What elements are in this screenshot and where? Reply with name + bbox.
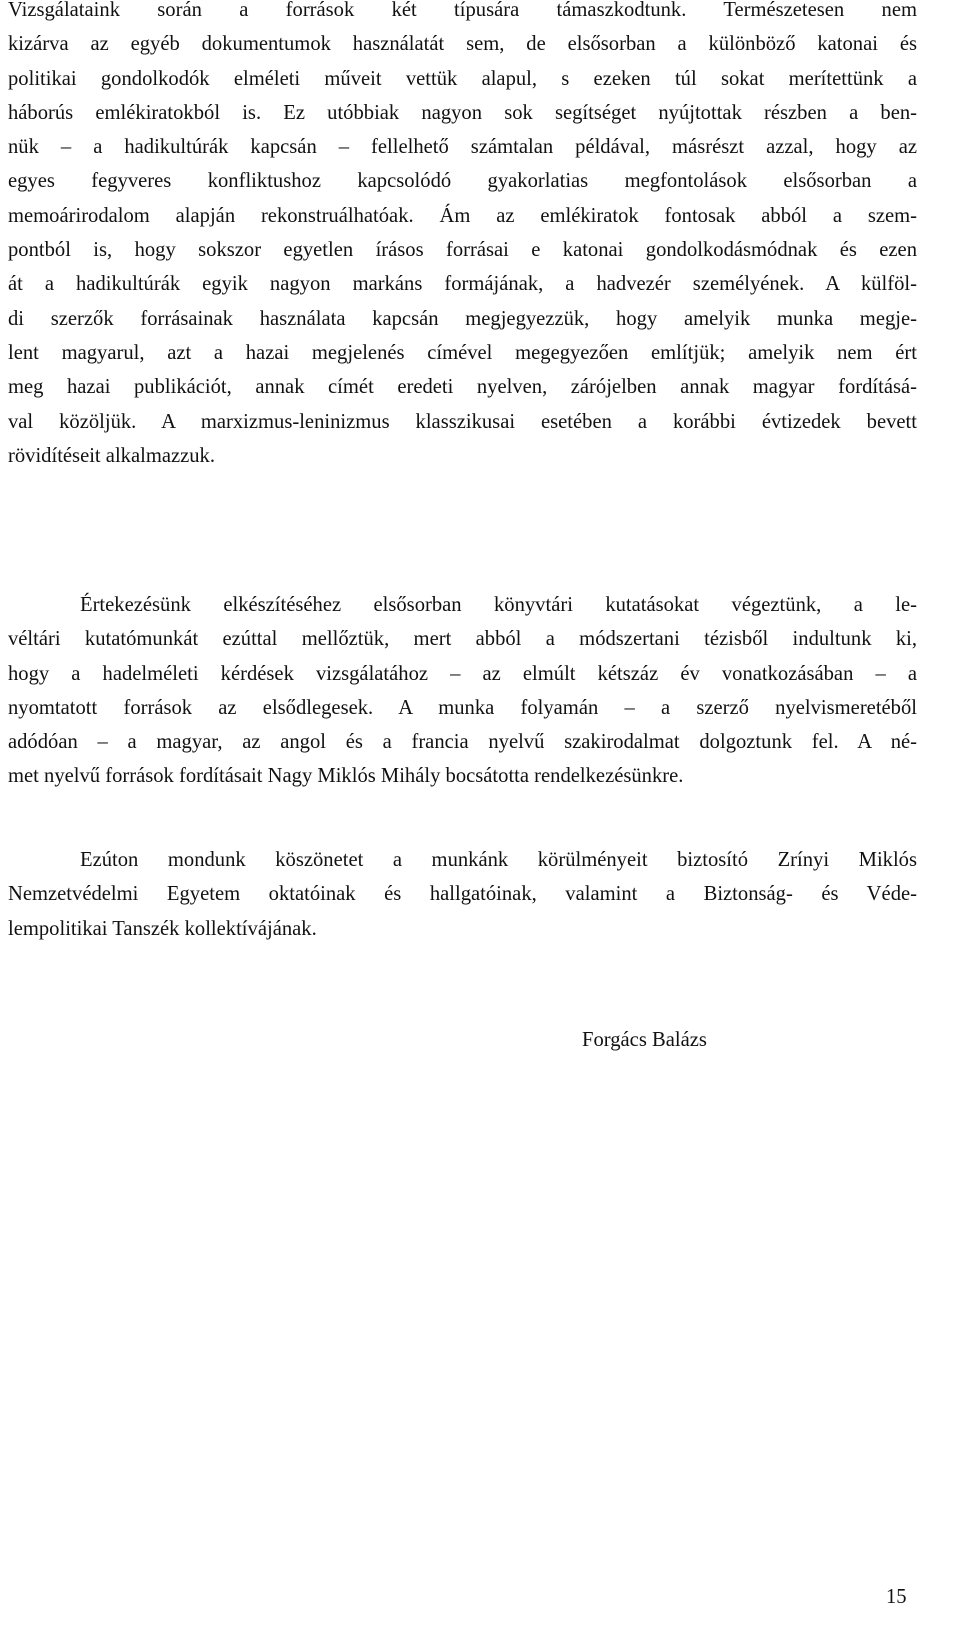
page-number: 15	[886, 1586, 907, 1608]
paragraph-methodology	[8, 588, 917, 794]
text-line: Vizsgálataink során a források két típusára támaszkodtunk. Természetesen nem	[8, 0, 917, 21]
text-line: Ezúton mondunk köszönetet a munkánk körülményeit biztosító Zrínyi Miklós	[80, 849, 917, 871]
text-line: di szerzők forrásainak használata kapcsán megjegyezzük, hogy amelyik munka megje-	[8, 307, 917, 330]
text-line: háborús emlékiratokból is. Ez utóbbiak nagyon sok segítséget nyújtottak részben a ben-	[8, 101, 917, 124]
text-line: hogy a hadelméleti kérdések vizsgálatához – az elmúlt kétszáz év vonatkozásában – a	[8, 662, 917, 685]
text-line: véltári kutatómunkát ezúttal mellőztük, mert abból a módszertani tézisből indultunk ki,	[8, 628, 917, 651]
text-line: adódóan – a magyar, az angol és a francia nyelvű szakirodalmat dolgoztunk fel. A né-	[8, 731, 917, 754]
paragraph-sources	[8, 0, 917, 473]
text-line: egyes fegyveres konfliktushoz kapcsolódó gyakorlatias megfontolások elsősorban a	[8, 170, 917, 193]
text-line: meg hazai publikációt, annak címét eredeti nyelven, zárójelben annak magyar fordításá-	[8, 376, 917, 399]
text-line: Értekezésünk elkészítéséhez elsősorban könyvtári kutatásokat végeztünk, a le-	[80, 594, 917, 616]
text-line: nyomtatott források az elsődlegesek. A munka folyamán – a szerző nyelvismeretéből	[8, 696, 917, 719]
text-line: nük – a hadikultúrák kapcsán – fellelhető számtalan példával, másrészt azzal, hogy az	[8, 136, 917, 159]
paragraph-acknowledgements	[8, 843, 917, 946]
text-line: rövidítéseit alkalmazzuk.	[8, 444, 216, 467]
text-line: lent magyarul, azt a hazai megjelenés címével megegyezően említjük; amelyik nem ért	[8, 341, 917, 364]
text-line: val közöljük. A marxizmus-leninizmus klasszikusai esetében a korábbi évtizedek bevett	[8, 410, 917, 433]
text-line: Nemzetvédelmi Egyetem oktatóinak és hallgatóinak, valamint a Biztonság- és Véde-	[8, 883, 917, 906]
text-line: met nyelvű források fordításait Nagy Miklós Mihály bocsátotta rendelkezésünkre.	[8, 765, 684, 788]
author-signature: Forgács Balázs	[582, 1029, 707, 1051]
text-line: át a hadikultúrák egyik nagyon markáns formájának, a hadvezér személyének. A külföl-	[8, 273, 917, 296]
text-line: politikai gondolkodók elméleti műveit vettük alapul, s ezeken túl sokat merítettünk a	[8, 67, 917, 90]
text-line: kizárva az egyéb dokumentumok használatát sem, de elsősorban a különböző katonai és	[8, 33, 917, 56]
text-line: lempolitikai Tanszék kollektívájának.	[8, 917, 317, 940]
text-line: pontból is, hogy sokszor egyetlen írásos forrásai e katonai gondolkodásmódnak és ezen	[8, 239, 917, 262]
text-line: memoárirodalom alapján rekonstruálhatóak. Ám az emlékiratok fontosak abból a szem-	[8, 204, 917, 227]
